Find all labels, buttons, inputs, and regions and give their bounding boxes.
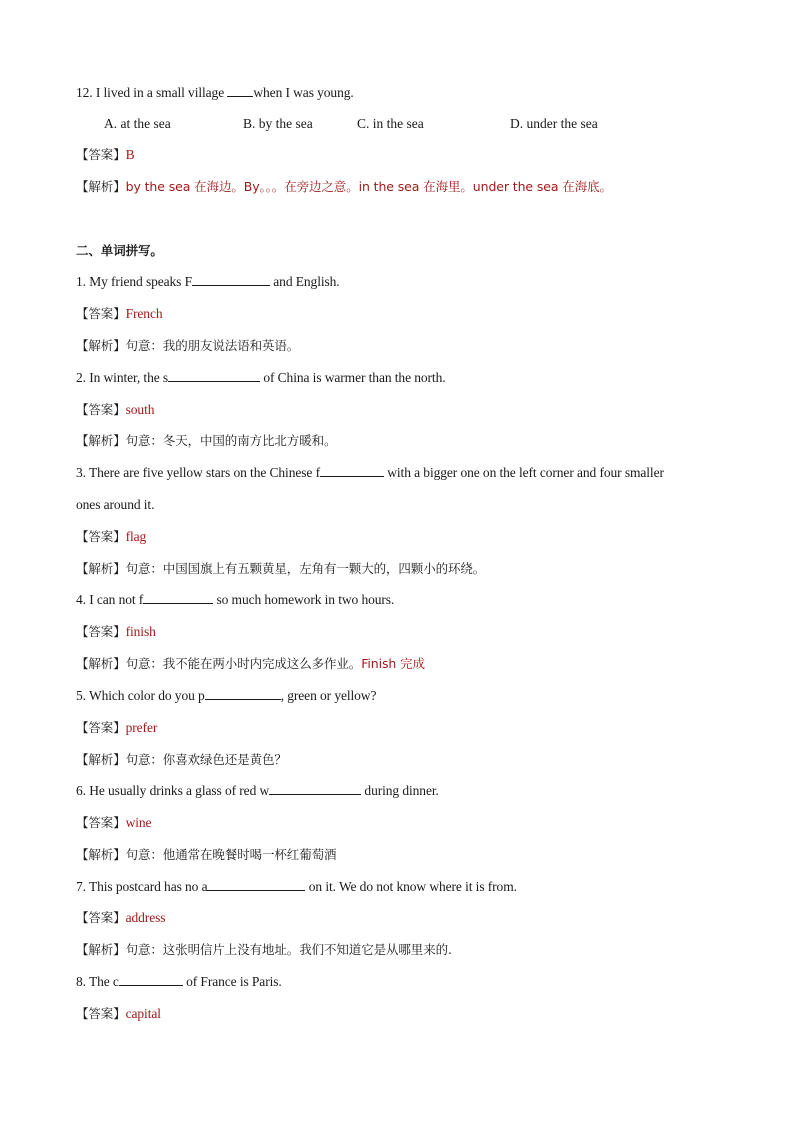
question-text-post: and English. (270, 274, 340, 289)
question-text-post: so much homework in two hours. (213, 592, 395, 607)
answer-row (76, 1005, 161, 1023)
answer-blank (205, 687, 281, 700)
option-c: C. in the sea (357, 116, 424, 131)
analysis-text: 句意：我的朋友说法语和英语。 (125, 338, 300, 353)
answer-tag: 【答案】 (76, 720, 126, 735)
answer-text: south (125, 402, 155, 417)
question-text-pre: 7. This postcard has no a (76, 879, 208, 894)
analysis-row (76, 846, 336, 864)
answer-tag: 【答案】 (76, 910, 126, 925)
answer-row (76, 146, 135, 164)
answer-tag: 【答案】 (76, 1006, 126, 1021)
answer-row (76, 814, 151, 832)
analysis-tag: 【解析】 (76, 179, 126, 194)
analysis-tag: 【解析】 (76, 656, 126, 671)
analysis-row (76, 337, 299, 355)
analysis-row (76, 432, 336, 450)
answer-tag: 【答案】 (76, 306, 126, 321)
analysis-row (76, 655, 425, 673)
answer-row (76, 401, 154, 419)
answer-blank (320, 464, 384, 477)
answer-tag: 【答案】 (76, 815, 126, 830)
answer-blank (143, 591, 213, 604)
analysis-tag: 【解析】 (76, 561, 126, 576)
analysis-row (76, 751, 287, 769)
option-a: A. at the sea (104, 116, 171, 131)
analysis-tag: 【解析】 (76, 847, 126, 862)
question-text-pre: 3. There are five yellow stars on the Chinese f (76, 465, 320, 480)
answer-row (76, 305, 163, 323)
question-text-pre: 4. I can not f (76, 592, 144, 607)
analysis-extra-text: Finish 完成 (361, 656, 425, 671)
answer-text: address (125, 910, 166, 925)
answer-text: flag (125, 529, 147, 544)
answer-text: capital (125, 1006, 161, 1021)
question-text-post: with a bigger one on the left corner and four smaller (383, 465, 664, 480)
question-text-pre: 5. Which color do you p (76, 688, 205, 703)
question-8 (76, 973, 282, 991)
analysis-row (76, 178, 612, 196)
question-6 (76, 782, 439, 800)
question-7 (76, 878, 517, 896)
answer-text: B (125, 147, 135, 162)
question-12-text-pre: 12. I lived in a small village (76, 85, 228, 100)
analysis-tag: 【解析】 (76, 942, 126, 957)
question-text-post: , green or yellow? (280, 688, 377, 703)
analysis-tag: 【解析】 (76, 752, 126, 767)
answer-blank (227, 84, 253, 97)
question-text-post: during dinner. (361, 783, 439, 798)
analysis-tag: 【解析】 (76, 338, 126, 353)
answer-tag: 【答案】 (76, 529, 126, 544)
question-text-post: of China is warmer than the north. (260, 370, 446, 385)
question-3-continued: ones around it. (76, 497, 155, 512)
question-3 (76, 464, 664, 482)
question-text-pre: 2. In winter, the s (76, 370, 169, 385)
analysis-row (76, 941, 452, 959)
answer-blank (207, 878, 305, 891)
answer-text: French (125, 306, 163, 321)
analysis-text: 句意：他通常在晚餐时喝一杯红葡萄酒 (125, 847, 337, 862)
answer-row (76, 719, 157, 737)
analysis-text: by the sea 在海边。By。。。在旁边之意。in the sea 在海里。under the sea 在海底。 (125, 179, 612, 194)
answer-text: finish (125, 624, 156, 639)
answer-row (76, 909, 165, 927)
section-title: 二、单词拼写。 (76, 243, 163, 258)
answer-blank (119, 973, 183, 986)
analysis-text: 句意：你喜欢绿色还是黄色？ (125, 752, 287, 767)
question-text-post: of France is Paris. (182, 974, 282, 989)
option-d: D. under the sea (510, 116, 598, 131)
question-text-pre: 1. My friend speaks F (76, 274, 193, 289)
question-text-pre: 8. The c (76, 974, 119, 989)
analysis-text: 句意：我不能在两小时内完成这么多作业。 (125, 656, 362, 671)
question-4 (76, 591, 394, 609)
question-12-text-post: when I was young. (253, 85, 354, 100)
answer-row (76, 528, 146, 546)
answer-text: wine (125, 815, 152, 830)
answer-tag: 【答案】 (76, 402, 126, 417)
answer-text: prefer (125, 720, 158, 735)
answer-row (76, 623, 156, 641)
analysis-tag: 【解析】 (76, 433, 126, 448)
answer-blank (192, 273, 270, 286)
analysis-text: 句意：冬天，中国的南方比北方暖和。 (125, 433, 337, 448)
question-12 (76, 84, 354, 102)
answer-tag: 【答案】 (76, 624, 126, 639)
analysis-text: 句意：这张明信片上没有地址。我们不知道它是从哪里来的. (125, 942, 452, 957)
question-1 (76, 273, 340, 291)
analysis-row (76, 560, 485, 578)
question-2 (76, 369, 446, 387)
answer-blank (168, 369, 260, 382)
answer-blank (269, 782, 361, 795)
option-b: B. by the sea (243, 116, 313, 131)
question-5 (76, 687, 376, 705)
answer-tag: 【答案】 (76, 147, 126, 162)
analysis-text: 句意：中国国旗上有五颗黄星，左角有一颗大的，四颗小的环绕。 (125, 561, 486, 576)
question-text-pre: 6. He usually drinks a glass of red w (76, 783, 270, 798)
question-text-post: on it. We do not know where it is from. (305, 879, 517, 894)
